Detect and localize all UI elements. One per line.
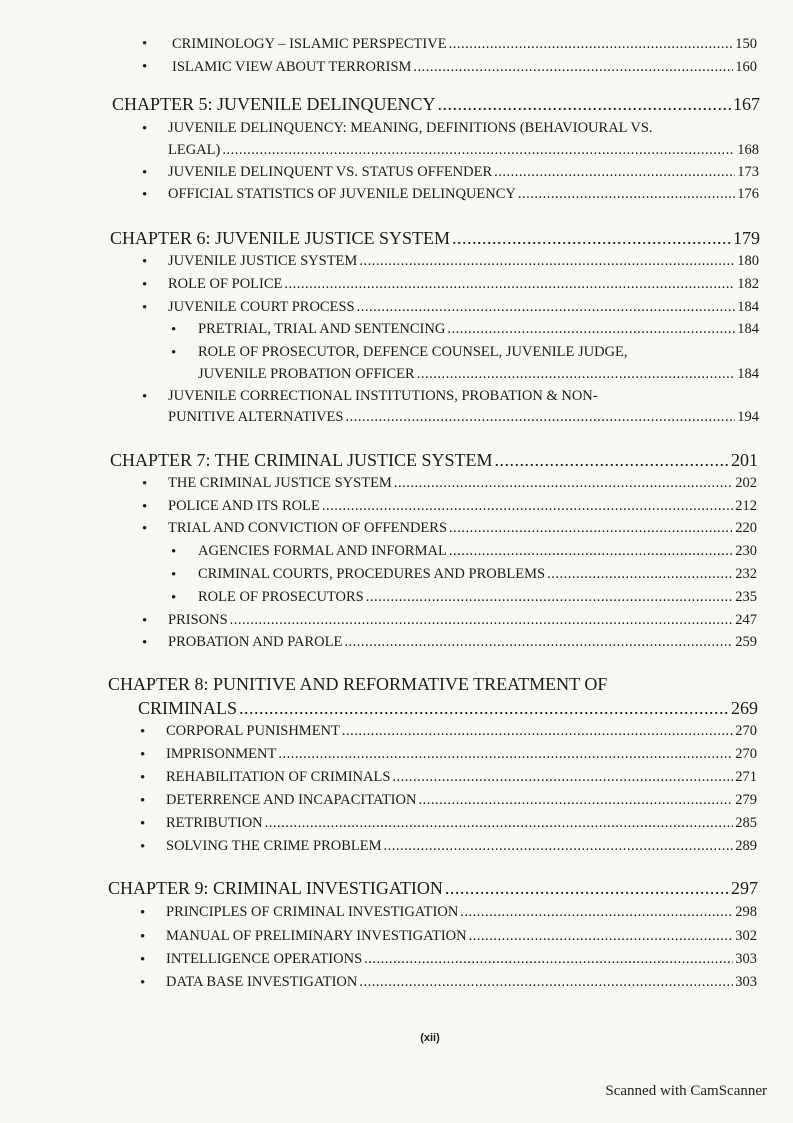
dot-leader xyxy=(239,698,729,719)
toc-entry-title: THE CRIMINAL JUSTICE SYSTEM xyxy=(168,475,392,491)
dot-leader xyxy=(222,142,735,159)
bullet: • xyxy=(171,590,177,606)
toc-entry xyxy=(168,498,757,515)
dot-leader xyxy=(445,878,729,899)
toc-entry-page: 202 xyxy=(735,475,757,491)
dot-leader xyxy=(384,838,734,855)
toc-entry xyxy=(172,36,757,53)
toc-entry xyxy=(168,634,757,651)
bullet: • xyxy=(140,839,146,855)
toc-entry-title: MANUAL OF PRELIMINARY INVESTIGATION xyxy=(166,928,467,944)
toc-entry-page: 303 xyxy=(735,974,757,990)
toc-chapter-title: CHAPTER 5: JUVENILE DELINQUENCY xyxy=(112,94,436,114)
toc-entry-page: 184 xyxy=(737,366,759,382)
toc-entry-page: 184 xyxy=(737,321,759,337)
dot-leader xyxy=(460,904,733,921)
toc-entry xyxy=(166,974,757,991)
toc-entry xyxy=(166,792,757,809)
bullet: • xyxy=(140,747,146,763)
toc-entry-title: JUVENILE DELINQUENCY: MEANING, DEFINITIONS (BEHAVIOURAL VS. xyxy=(168,120,653,136)
dot-leader xyxy=(278,746,733,763)
dot-leader xyxy=(469,928,734,945)
toc-entry-title: CRIMINOLOGY – ISLAMIC PERSPECTIVE xyxy=(172,36,447,52)
toc-entry-page: 182 xyxy=(737,276,759,292)
toc-entry-title: REHABILITATION OF CRIMINALS xyxy=(166,769,391,785)
dot-leader xyxy=(345,409,735,426)
toc-entry-title: DETERRENCE AND INCAPACITATION xyxy=(166,792,417,808)
bullet: • xyxy=(140,770,146,786)
toc-entry-page: 160 xyxy=(735,59,757,75)
toc-entry-title-cont: PUNITIVE ALTERNATIVES xyxy=(168,409,344,425)
toc-entry xyxy=(168,186,759,203)
dot-leader xyxy=(452,228,731,249)
bullet: • xyxy=(142,389,148,405)
dot-leader xyxy=(494,164,735,181)
toc-chapter xyxy=(112,94,760,115)
dot-leader xyxy=(547,566,733,583)
toc-entry-title: PRETRIAL, TRIAL AND SENTENCING xyxy=(198,321,446,337)
toc-subentry xyxy=(198,321,759,338)
toc-entry-title: SOLVING THE CRIME PROBLEM xyxy=(166,838,382,854)
toc-chapter-title-cont: CRIMINALS xyxy=(138,698,238,718)
bullet: • xyxy=(142,521,148,537)
scanner-watermark: Scanned with CamScanner xyxy=(605,1083,767,1099)
toc-entry-title: RETRIBUTION xyxy=(166,815,263,831)
toc-entry-page: 150 xyxy=(735,36,757,52)
toc-entry-title: JUVENILE COURT PROCESS xyxy=(168,299,355,315)
toc-entry xyxy=(166,815,757,832)
bullet: • xyxy=(140,816,146,832)
toc-entry xyxy=(168,253,759,270)
dot-leader xyxy=(359,974,733,991)
toc-entry-page: 220 xyxy=(735,520,757,536)
bullet: • xyxy=(142,165,148,181)
toc-entry-title: PRINCIPLES OF CRIMINAL INVESTIGATION xyxy=(166,904,459,920)
toc-subentry xyxy=(198,566,757,583)
bullet: • xyxy=(140,724,146,740)
toc-entry-page: 180 xyxy=(737,253,759,269)
toc-entry-page: 235 xyxy=(735,589,757,605)
dot-leader xyxy=(366,589,734,606)
dot-leader xyxy=(495,450,729,471)
dot-leader xyxy=(364,951,733,968)
toc-entry-page: 271 xyxy=(735,769,757,785)
toc-entry xyxy=(168,409,759,426)
toc-entry-page: 270 xyxy=(735,723,757,739)
toc-entry-page: 279 xyxy=(735,792,757,808)
dot-leader xyxy=(449,520,733,537)
toc-chapter-title: CHAPTER 6: JUVENILE JUSTICE SYSTEM xyxy=(110,228,451,248)
dot-leader xyxy=(265,815,734,832)
toc-entry xyxy=(168,520,757,537)
bullet: • xyxy=(142,254,148,270)
toc-entry xyxy=(166,723,757,740)
toc-entry-page: 270 xyxy=(735,746,757,762)
dot-leader xyxy=(284,276,735,293)
toc-chapter xyxy=(110,228,760,249)
toc-entry-page: 176 xyxy=(737,186,759,202)
bullet: • xyxy=(142,121,148,137)
toc-chapter xyxy=(108,878,758,899)
dot-leader xyxy=(418,792,733,809)
toc-chapter xyxy=(110,450,758,471)
toc-entry-page: 259 xyxy=(735,634,757,650)
toc-subentry xyxy=(198,543,757,560)
dot-leader xyxy=(230,612,734,629)
toc-entry-page: 212 xyxy=(735,498,757,514)
dot-leader xyxy=(437,94,731,115)
toc-entry-title-cont: LEGAL) xyxy=(168,142,221,158)
toc-entry-title: OFFICIAL STATISTICS OF JUVENILE DELINQUENCY xyxy=(168,186,516,202)
dot-leader xyxy=(413,59,733,76)
toc-entry-title: ISLAMIC VIEW ABOUT TERRORISM xyxy=(172,59,412,75)
toc-chapter-title: CHAPTER 8: PUNITIVE AND REFORMATIVE TREATMENT OF xyxy=(108,674,608,694)
toc-entry-title: JUVENILE JUSTICE SYSTEM xyxy=(168,253,358,269)
toc-entry xyxy=(168,612,757,629)
bullet: • xyxy=(142,59,148,75)
bullet: • xyxy=(171,322,177,338)
bullet: • xyxy=(142,300,148,316)
bullet: • xyxy=(142,476,148,492)
toc-entry xyxy=(168,142,759,159)
bullet: • xyxy=(142,499,148,515)
toc-entry xyxy=(166,769,757,786)
toc-entry xyxy=(172,59,757,76)
bullet: • xyxy=(171,345,177,361)
dot-leader xyxy=(359,253,735,270)
toc-entry xyxy=(168,475,757,492)
toc-entry xyxy=(166,838,757,855)
toc-entry-page: 232 xyxy=(735,566,757,582)
dot-leader xyxy=(447,321,735,338)
toc-entry-title: PROBATION AND PAROLE xyxy=(168,634,343,650)
toc-entry-title-cont: JUVENILE PROBATION OFFICER xyxy=(198,366,415,382)
toc-entry-page: 303 xyxy=(735,951,757,967)
toc-entry-title: IMPRISONMENT xyxy=(166,746,277,762)
toc-entry-title: PRISONS xyxy=(168,612,228,628)
toc-entry-title: INTELLIGENCE OPERATIONS xyxy=(166,951,363,967)
toc-chapter-page: 179 xyxy=(733,228,760,248)
dot-leader xyxy=(449,36,734,53)
bullet: • xyxy=(142,635,148,651)
toc-entry xyxy=(166,928,757,945)
bullet: • xyxy=(171,567,177,583)
page-number: (xii) xyxy=(420,1032,440,1044)
toc-chapter xyxy=(138,698,758,719)
bullet: • xyxy=(171,544,177,560)
toc-entry-title: TRIAL AND CONVICTION OF OFFENDERS xyxy=(168,520,448,536)
toc-chapter-title: CHAPTER 7: THE CRIMINAL JUSTICE SYSTEM xyxy=(110,450,493,470)
toc-subentry xyxy=(198,366,759,383)
toc-entry-page: 298 xyxy=(735,904,757,920)
toc-entry-title: ROLE OF PROSECUTORS xyxy=(198,589,364,605)
bullet: • xyxy=(142,187,148,203)
toc-entry-title: ROLE OF PROSECUTOR, DEFENCE COUNSEL, JUVENILE JUDGE, xyxy=(198,344,628,360)
toc-entry xyxy=(168,164,759,181)
toc-entry-page: 247 xyxy=(735,612,757,628)
toc-subentry xyxy=(198,589,757,606)
toc-entry xyxy=(166,746,757,763)
toc-entry-title: JUVENILE DELINQUENT VS. STATUS OFFENDER xyxy=(168,164,493,180)
toc-entry-page: 302 xyxy=(735,928,757,944)
toc-entry-title: CRIMINAL COURTS, PROCEDURES AND PROBLEMS xyxy=(198,566,546,582)
dot-leader xyxy=(394,475,733,492)
toc-entry xyxy=(168,276,759,293)
toc-chapter-title: CHAPTER 9: CRIMINAL INVESTIGATION xyxy=(108,878,443,898)
toc-entry-title: DATA BASE INVESTIGATION xyxy=(166,974,358,990)
dot-leader xyxy=(417,366,736,383)
toc-entry xyxy=(168,299,759,316)
toc-entry-title: JUVENILE CORRECTIONAL INSTITUTIONS, PROBATION & NON- xyxy=(168,388,598,404)
dot-leader xyxy=(342,723,733,740)
bullet: • xyxy=(140,952,146,968)
toc-entry-page: 168 xyxy=(737,142,759,158)
dot-leader xyxy=(449,543,733,560)
dot-leader xyxy=(392,769,733,786)
toc-entry-page: 194 xyxy=(737,409,759,425)
toc-entry-title: CORPORAL PUNISHMENT xyxy=(166,723,340,739)
toc-entry-page: 285 xyxy=(735,815,757,831)
toc-entry xyxy=(166,904,757,921)
bullet: • xyxy=(140,929,146,945)
bullet: • xyxy=(140,793,146,809)
bullet: • xyxy=(142,613,148,629)
toc-chapter-page: 201 xyxy=(731,450,758,470)
toc-entry xyxy=(166,951,757,968)
toc-entry-page: 173 xyxy=(737,164,759,180)
toc-chapter-page: 167 xyxy=(733,94,760,114)
toc-entry-title: ROLE OF POLICE xyxy=(168,276,283,292)
bullet: • xyxy=(140,905,146,921)
dot-leader xyxy=(322,498,733,515)
toc-chapter-page: 269 xyxy=(731,698,758,718)
toc-entry-title: AGENCIES FORMAL AND INFORMAL xyxy=(198,543,447,559)
dot-leader xyxy=(518,186,735,203)
bullet: • xyxy=(140,975,146,991)
dot-leader xyxy=(357,299,736,316)
bullet: • xyxy=(142,277,148,293)
toc-entry-page: 289 xyxy=(735,838,757,854)
toc-entry-page: 230 xyxy=(735,543,757,559)
toc-chapter-page: 297 xyxy=(731,878,758,898)
dot-leader xyxy=(344,634,733,651)
toc-entry-title: POLICE AND ITS ROLE xyxy=(168,498,320,514)
toc-entry-page: 184 xyxy=(737,299,759,315)
bullet: • xyxy=(142,36,148,52)
